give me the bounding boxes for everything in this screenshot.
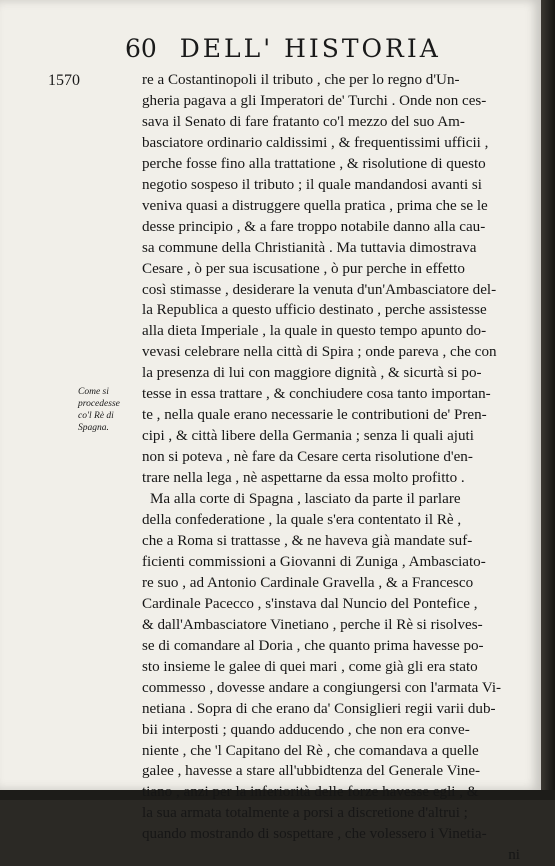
text-line: così stimasse , desiderare la venuta d'un'Ambasciatore del- <box>142 281 497 298</box>
margin-note-line: Spagna. <box>78 423 109 433</box>
text-line: perche fosse fino alla trattatione , & risolutione di questo <box>142 155 486 172</box>
text-line: desse principio , & a fare troppo notabile danno alla cau- <box>142 218 486 235</box>
margin-note-line: Come si <box>78 387 109 397</box>
text-line: la Republica a questo ufficio destinato , perche assistesse <box>142 302 487 319</box>
text-line: gheria pagava a gli Imperatori de' Turchi . Onde non ces- <box>142 92 487 109</box>
text-line: negotio sospeso il tributo ; il quale mandandosi avanti si <box>142 176 482 193</box>
text-line: niente , che 'l Capitano del Rè , che comandava a quelle <box>142 742 479 759</box>
text-line: sto insieme le galee di quei mari , come già gli era stato <box>142 658 478 675</box>
text-line: te , nella quale erano necessarie le contributioni de' Pren- <box>142 407 487 424</box>
text-line: della confederatione , la quale s'era contentato il Rè , <box>142 512 462 529</box>
text-line: se di comandare al Doria , che quanto prima havesse po- <box>142 637 484 654</box>
text-line: la presenza di lui con maggiore dignità , & sicurtà si po- <box>142 365 482 382</box>
margin-note <box>78 386 138 434</box>
running-title: DELL' HISTORIA <box>179 34 441 63</box>
text-line: basciatore ordinario caldissimi , & frequentissimi ufficii , <box>142 134 489 151</box>
text-line: tiano , anzi per la inferiorità delle forze havesse egli , & <box>142 784 479 801</box>
text-line: quando mostrando di sospettare , che volessero i Vinetia- <box>142 826 487 843</box>
page-number: 60 <box>125 34 157 63</box>
text-line: ni <box>508 847 520 864</box>
text-line: & dall'Ambasciatore Vinetiano , perche il Rè si risolves- <box>142 616 483 633</box>
text-line: trare nella lega , nè aspettarne da essa molto profitto . <box>142 470 465 487</box>
text-line: Cardinale Pacecco , s'instava dal Nuncio del Pontefice , <box>142 595 478 612</box>
margin-note-line: co'l Rè di <box>78 411 114 421</box>
text-line: galee , havesse a stare all'ubbidtenza del Generale Vine- <box>142 763 481 780</box>
text-line: re a Costantinopoli il tributo , che per lo regno d'Un- <box>142 72 460 88</box>
text-line: bii interposti ; quando adducendo , che non era conve- <box>142 721 470 738</box>
text-line: netiana . Sopra di che erano da' Consiglieri regii varii dub- <box>142 700 496 717</box>
page-gutter-shadow <box>541 0 555 800</box>
text-line: sava il Senato di fare fratanto co'l mezzo del suo Am- <box>142 113 465 130</box>
text-line: Cesare , ò per sua iscusatione , ò pur perche in effetto <box>142 260 465 277</box>
text-line: tesse in essa trattare , & conchiudere cosa tanto importan- <box>142 386 491 403</box>
margin-note-line: procedesse <box>78 399 120 409</box>
text-line: re suo , ad Antonio Cardinale Gravella , & a Francesco <box>142 574 474 591</box>
text-line: vevasi celebrare nella città di Spira ; onde pareva , che con <box>142 344 497 361</box>
text-line: alla dieta Imperiale , la quale in questo tempo apunto do- <box>142 323 487 340</box>
page-header <box>125 34 441 63</box>
text-line: Ma alla corte di Spagna , lasciato da parte il parlare <box>150 491 461 508</box>
text-line: cipi , & città libere della Germania ; senza li quali ajuti <box>142 428 474 445</box>
text-line: veniva quasi a distruggere quella pratica , prima che se le <box>142 197 488 214</box>
margin-year: 1570 <box>48 72 80 89</box>
text-line: la sua armata totalmente a porsi a discretione d'altrui ; <box>142 805 468 822</box>
text-line: ficienti commissioni a Giovanni di Zuniga , Ambasciato- <box>142 553 486 570</box>
text-line: non si poteva , nè fare da Cesare certa risolutione d'en- <box>142 449 473 466</box>
text-line: sa commune della Christianità . Ma tuttavia dimostrava <box>142 239 477 256</box>
body-text <box>142 70 520 866</box>
text-line: commesso , dovesse andare a congiungersi con l'armata Vi- <box>142 679 502 696</box>
text-line: che a Roma si trattasse , & ne haveva già mandate suf- <box>142 532 473 549</box>
